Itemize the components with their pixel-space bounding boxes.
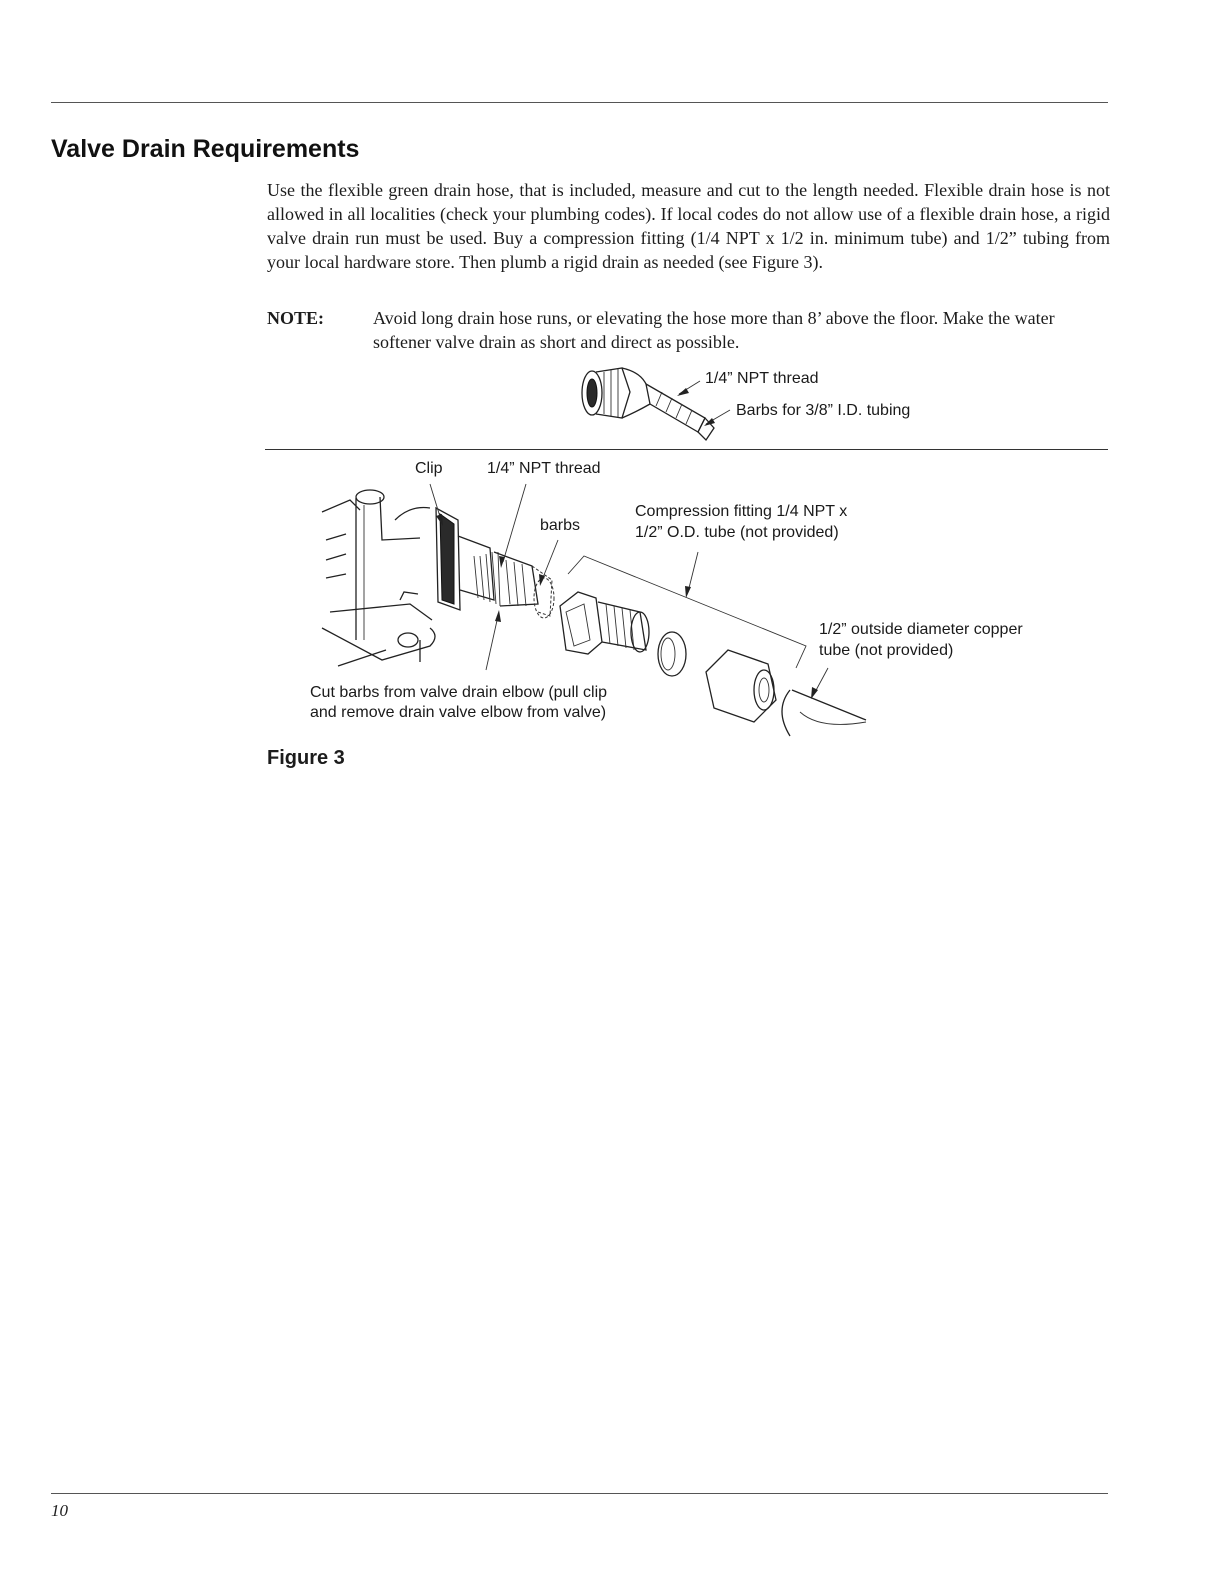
thread-label: 1/4” NPT thread (487, 460, 601, 477)
figure-caption: Figure 3 (267, 747, 345, 769)
fitting-label-line2: 1/2” O.D. tube (not provided) (635, 524, 839, 541)
copper-tube-drawing (782, 690, 866, 736)
section-title: Valve Drain Requirements (51, 135, 360, 163)
clip-label: Clip (415, 460, 443, 477)
elbow-thread-label: 1/4” NPT thread (705, 370, 819, 387)
tube-label-line1: 1/2” outside diameter copper (819, 621, 1023, 638)
footer-divider (51, 1493, 1108, 1494)
note-label: NOTE: (267, 308, 325, 328)
fitting-label-line1: Compression fitting 1/4 NPT x (635, 503, 848, 520)
tube-label-line2: tube (not provided) (819, 642, 954, 659)
barbs-label: barbs (540, 517, 581, 534)
intro-paragraph: Use the flexible green drain hose, that is included, measure and cut to the length needed. Flexible drain hose is not allowed in all localities (check your plumbing codes). If local codes do not allow use of a flexible drain hose, a rigid valve drain run must be used. Buy a compression fitting (1/4 NPT x 1/2 in. minimum tube) and 1/2” tubing from your local hardware store. Then plumb a rigid drain as needed (see Figure 3). (267, 180, 1110, 272)
valve-body-drawing (322, 490, 435, 666)
elbow-barbs-label: Barbs for 3/8” I.D. tubing (736, 402, 911, 419)
page-number: 10 (51, 1501, 68, 1520)
cut-barbs-label-line2: and remove drain valve elbow from valve) (310, 704, 607, 721)
valve-drain-elbow-drawing (436, 508, 554, 618)
note-text: Avoid long drain hose runs, or elevating the hose more than 8’ above the floor. Make the water softener valve drain as short and direct as possible. (373, 308, 1055, 352)
cut-barbs-label-line1: Cut barbs from valve drain elbow (pull clip (310, 684, 608, 701)
